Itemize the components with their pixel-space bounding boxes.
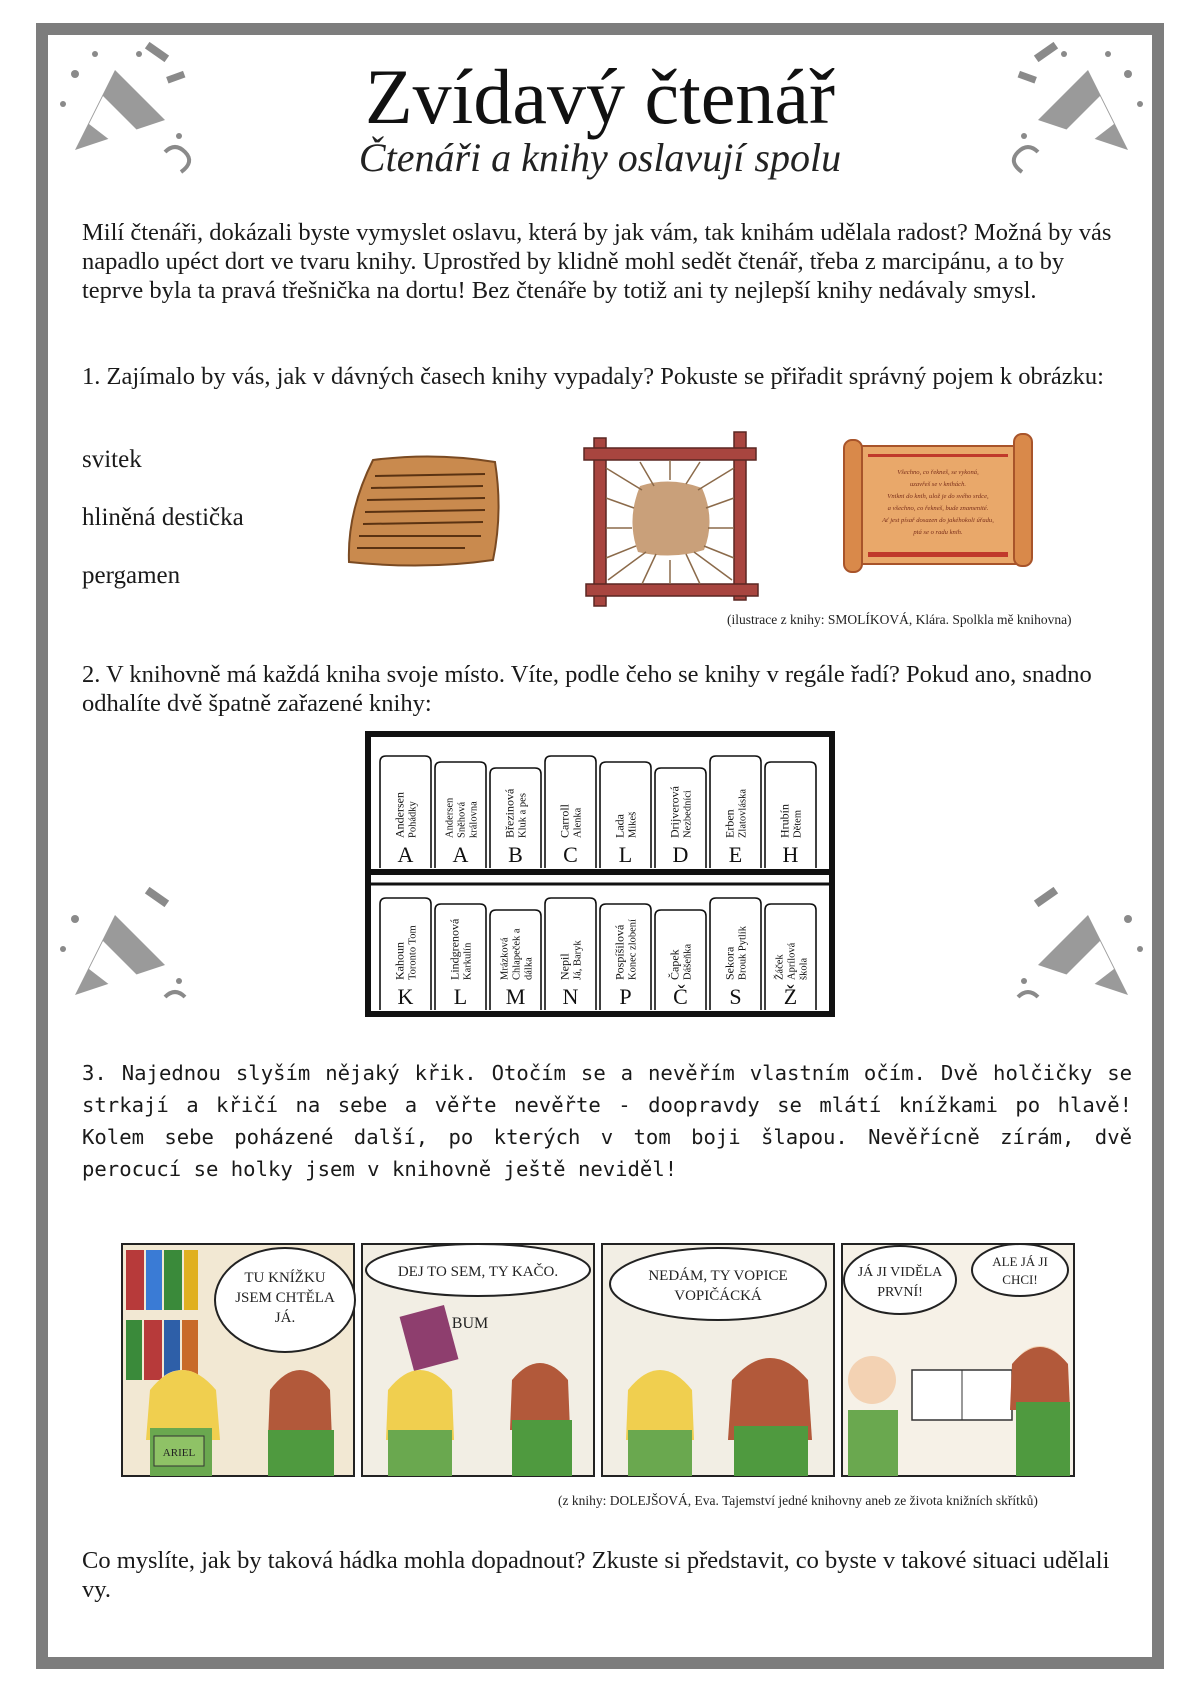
party-popper-icon [1008,885,1148,1025]
book-spine-text: královna [468,801,480,838]
speech-text: JSEM CHTĚLA [235,1290,335,1306]
scroll-line: Vnikni do knih, ulož je do svého srdce, [887,493,989,500]
book-letter: K [397,984,414,1009]
book-letter: S [729,984,742,1009]
book-spine-text: Lindgrenová [447,918,462,980]
book-letter: B [508,842,523,867]
book-spine-text: Já, Baryk [572,940,584,980]
book-spine-text: Brouk Pytlík [737,926,749,980]
speech-text: NEDÁM, TY VOPICE [648,1268,788,1284]
book-spine-text: Kahoun [392,942,407,980]
scroll-image [838,430,1038,580]
book-spine-text: Mikeš [627,811,639,838]
term-pergamen: pergamen [82,562,181,589]
scroll-line: ptá se o radu knih. [913,529,963,536]
speech-text: TU KNÍŽKU [244,1270,326,1286]
speech-text: JÁ JI VIDĚLA [857,1265,943,1280]
page-subtitle: Čtenáři a knihy oslavují spolu [358,135,842,180]
book-spine-text: Andersen [392,792,407,838]
speech-text: ALE JÁ JI [992,1254,1048,1269]
book-label: ARIEL [162,1447,196,1459]
book-spine-text: Erben [722,809,737,838]
book-spine-text: Aprílová [786,942,798,980]
book-spine-text: škola [798,957,810,980]
book-spine-text: Lada [612,814,627,838]
term-hlinena-desticka: hliněná destička [82,504,244,531]
term-svitek: svitek [82,446,142,473]
bookshelf-image [364,730,836,1020]
book-spine-text: Kluk a pes [517,793,529,838]
book-letter: A [397,842,414,867]
book-spine-text: Žáček [774,954,786,980]
book-spine-text: Alenka [572,807,584,838]
book-spine-text: Andersen [444,797,456,838]
book-spine-text: Dášeňka [682,943,694,980]
illustration-caption-2: (z knihy: DOLEJŠOVÁ, Eva. Tajemství jedné knihovny aneb ze života knižních skřítků) [558,1493,1038,1508]
book-letter: D [672,842,689,867]
book-letter: E [728,842,743,867]
book-spine-text: Karkulín [462,942,474,980]
book-spine-text: Mrázková [499,937,511,980]
book-spine-text: Sněhová [456,801,468,838]
book-spine-text: Zlatovláska [737,789,749,838]
book-spine-text: Carroll [557,804,572,838]
book-letter: L [453,984,468,1009]
book-letter: N [562,984,579,1009]
book-letter: C [563,842,578,867]
scroll-line: uzavřeš se v knihách. [909,481,967,488]
book-spine-text: dálka [523,957,535,980]
book-spine-text: Čapek [667,949,682,980]
task3-story: 3. Najednou slyším nějaký křik. Otočím se a nevěřím vlastním očím. Dvě holčičky se strkají a křičí na sebe a věřte nevěřte - doopravdy se mlátí knížkami po hlavě! Kolem sebe poházené další, po kterých v tom boji šlapou. Nevěřícně zírám, dvě perocucí se holky jsem v knihovně ještě neviděl! [82,1061,1132,1181]
speech-text: CHCI! [1002,1272,1038,1287]
book-spine-text: Pohádky [407,801,419,838]
page-title: Zvídavý čtenář [365,53,835,140]
speech-text: PRVNÍ! [877,1285,923,1300]
scroll-line: Ať jest písař dosazen do jakéhokoli úřadu, [882,517,994,524]
book-spine-text: Pospíšilová [612,924,627,980]
book-spine-text: Chlapeček a [511,928,523,980]
book-spine-text: Sekora [722,946,737,980]
clay-tablet-image [345,452,505,572]
comic-strip-image [120,1240,1105,1480]
book-letter: H [782,842,799,867]
speech-text: DEJ TO SEM, TY KAČO. [397,1264,559,1280]
task2-question: 2. V knihovně má každá kniha svoje místo. Víte, podle čeho se knihy v regále řadí? Pokud ano, snadno odhalíte dvě špatně zařazené knihy: [82,661,1092,717]
sound-effect: BUM [451,1315,489,1332]
book-letter: Č [673,984,688,1009]
speech-text: VOPIČÁCKÁ [674,1288,762,1304]
book-spine-text: Konec zlobení [627,919,639,980]
closing-question: Co myslíte, jak by taková hádka mohla dopadnout? Zkuste si představit, co byste v takové situaci udělali vy. [82,1547,1110,1603]
intro-paragraph: Milí čtenáři, dokázali byste vymyslet oslavu, která by jak vám, tak knihám udělala radost? Možná by vás napadlo upéct dort ve tvaru knihy. Uprostřed by klidně mohl sedět čtenář, třeba z marcipánu, a to by teprve byla ta pravá třešnička na dortu! Bez čtenáře by totiž ani ty nejlepší knihy nedávaly smysl. [82,219,1112,304]
task1-question: 1. Zajímalo by vás, jak v dávných časech knihy vypadaly? Pokuste se přiřadit správný pojem k obrázku: [82,363,1104,390]
book-spine-text: Drijverová [667,786,682,838]
book-spine-text: Dětem [792,810,804,838]
book-letter: L [618,842,633,867]
speech-text: JÁ. [274,1310,296,1326]
book-letter: Ž [783,984,798,1009]
book-spine-text: Hrubín [777,804,792,838]
book-letter: P [619,984,632,1009]
book-letter: A [452,842,469,867]
illustration-caption-1: (ilustrace z knihy: SMOLÍKOVÁ, Klára. Spolkla mě knihovna) [727,612,1072,627]
book-spine-text: Nezbedníci [682,790,694,838]
scroll-line: Všechno, co řekneš, se vykoná, [897,469,979,476]
parchment-frame-image [580,428,760,613]
book-spine-text: Nepil [557,953,572,980]
book-spine-text: Toronto Tom [407,925,419,980]
party-popper-icon [55,885,195,1025]
scroll-line: a všechno, co řekneš, bude znamenité. [887,505,989,512]
book-spine-text: Březinová [502,788,517,838]
book-letter: M [505,984,526,1009]
